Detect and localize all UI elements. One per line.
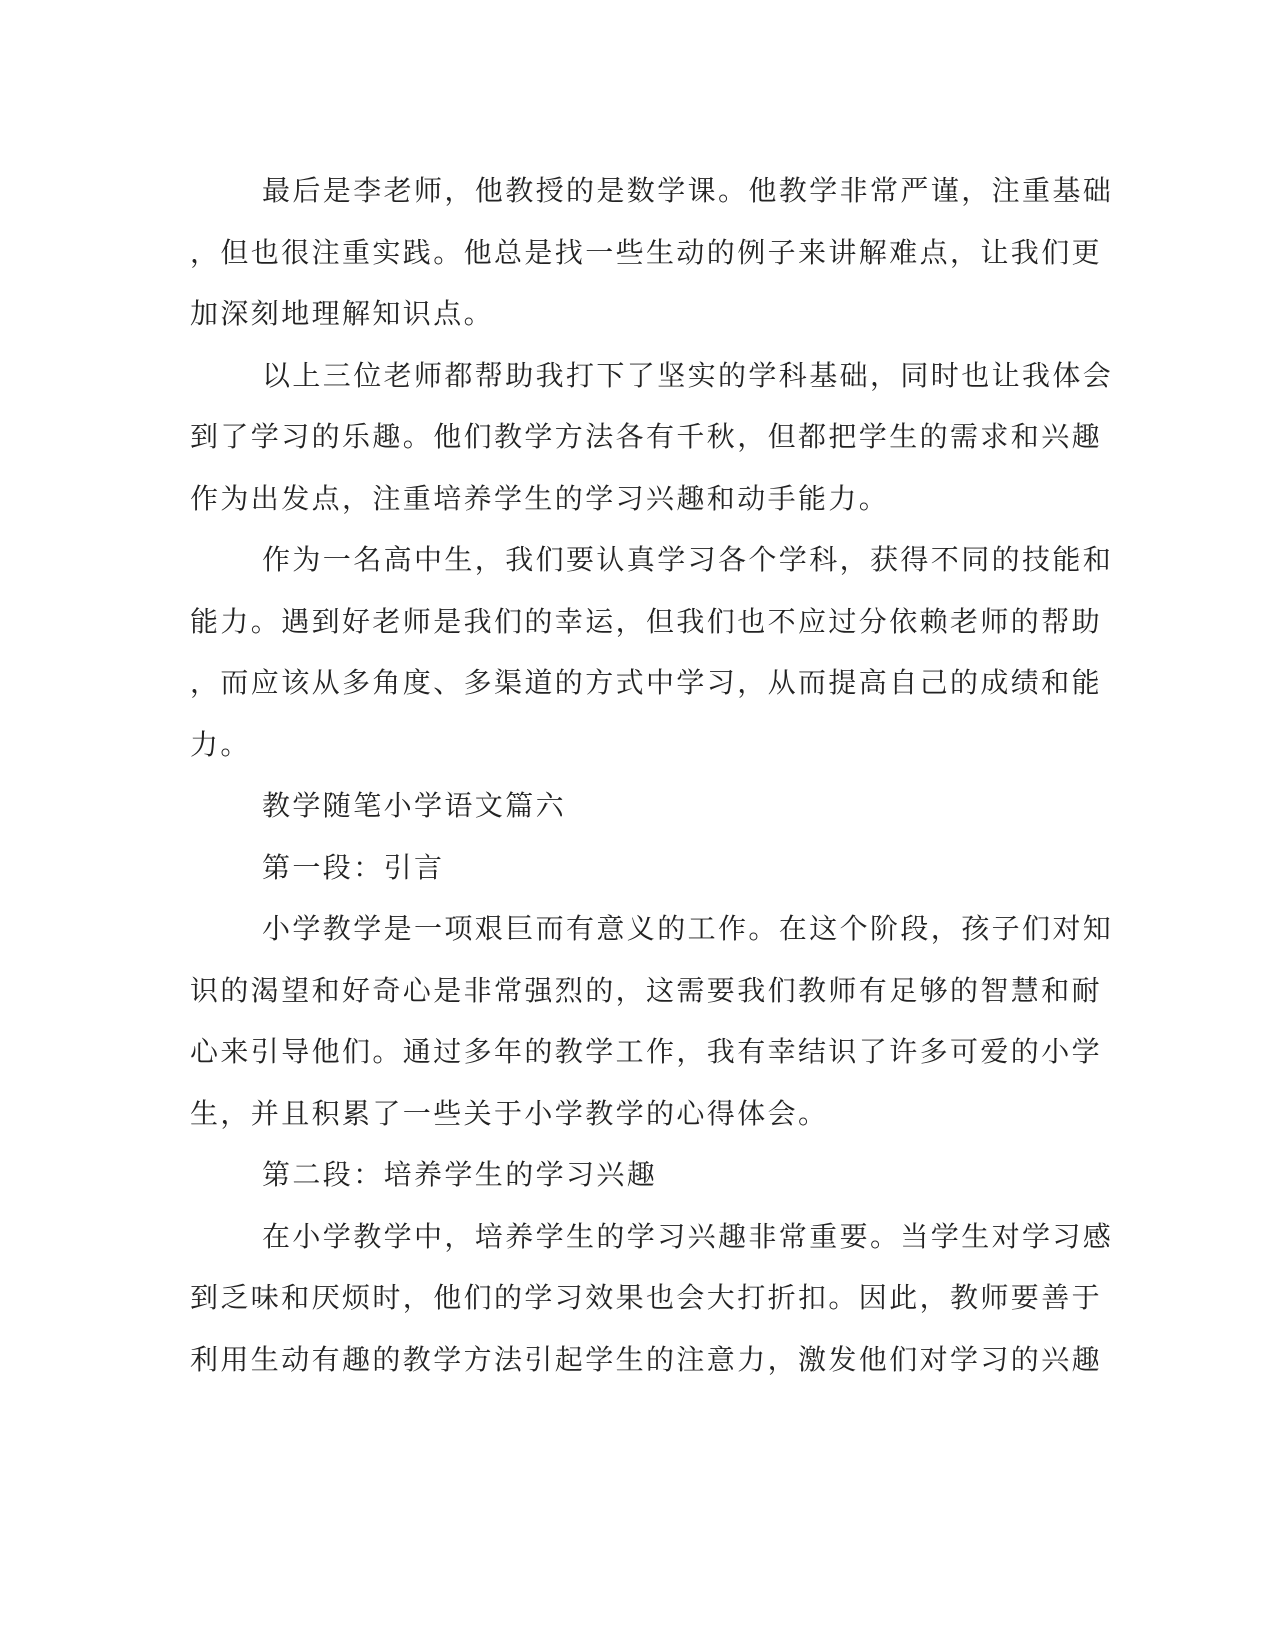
text-line: ，而应该从多角度、多渠道的方式中学习，从而提高自己的成绩和能 (190, 666, 1103, 699)
text-line: 识的渴望和好奇心是非常强烈的，这需要我们教师有足够的智慧和耐 (190, 973, 1103, 1007)
text-line: 小学教学是一项艰巨而有意义的工作。在这个阶段，孩子们对知 (262, 912, 1114, 945)
text-line: 到乏味和厌烦时，他们的学习效果也会大打折扣。因此，教师要善于 (190, 1281, 1103, 1314)
text-line: 利用生动有趣的教学方法引起学生的注意力，激发他们对学习的兴趣 (190, 1342, 1103, 1376)
text-line: 作为出发点，注重培养学生的学习兴趣和动手能力。 (190, 481, 890, 515)
text-line: 在小学教学中，培养学生的学习兴趣非常重要。当学生对学习感 (262, 1219, 1114, 1253)
text-line: 力。 (190, 727, 251, 761)
text-line: 最后是李老师，他教授的是数学课。他教学非常严谨，注重基础 (262, 174, 1114, 207)
section-heading: 第一段：引言 (262, 850, 445, 884)
text-line: 以上三位老师都帮助我打下了坚实的学科基础，同时也让我体会 (262, 358, 1114, 392)
section-heading: 第二段：培养学生的学习兴趣 (262, 1158, 658, 1191)
text-line: 心来引导他们。通过多年的教学工作，我有幸结识了许多可爱的小学 (190, 1035, 1103, 1068)
text-line: ，但也很注重实践。他总是找一些生动的例子来讲解难点，让我们更 (190, 235, 1103, 269)
text-line: 能力。遇到好老师是我们的幸运，但我们也不应过分依赖老师的帮助 (190, 604, 1103, 638)
section-title: 教学随笔小学语文篇六 (262, 789, 567, 822)
text-line: 作为一名高中生，我们要认真学习各个学科，获得不同的技能和 (262, 543, 1114, 576)
text-line: 到了学习的乐趣。他们教学方法各有千秋，但都把学生的需求和兴趣 (190, 420, 1103, 453)
text-line: 生，并且积累了一些关于小学教学的心得体会。 (190, 1096, 829, 1130)
document-body (190, 160, 1114, 1390)
text-line: 加深刻地理解知识点。 (190, 297, 495, 330)
